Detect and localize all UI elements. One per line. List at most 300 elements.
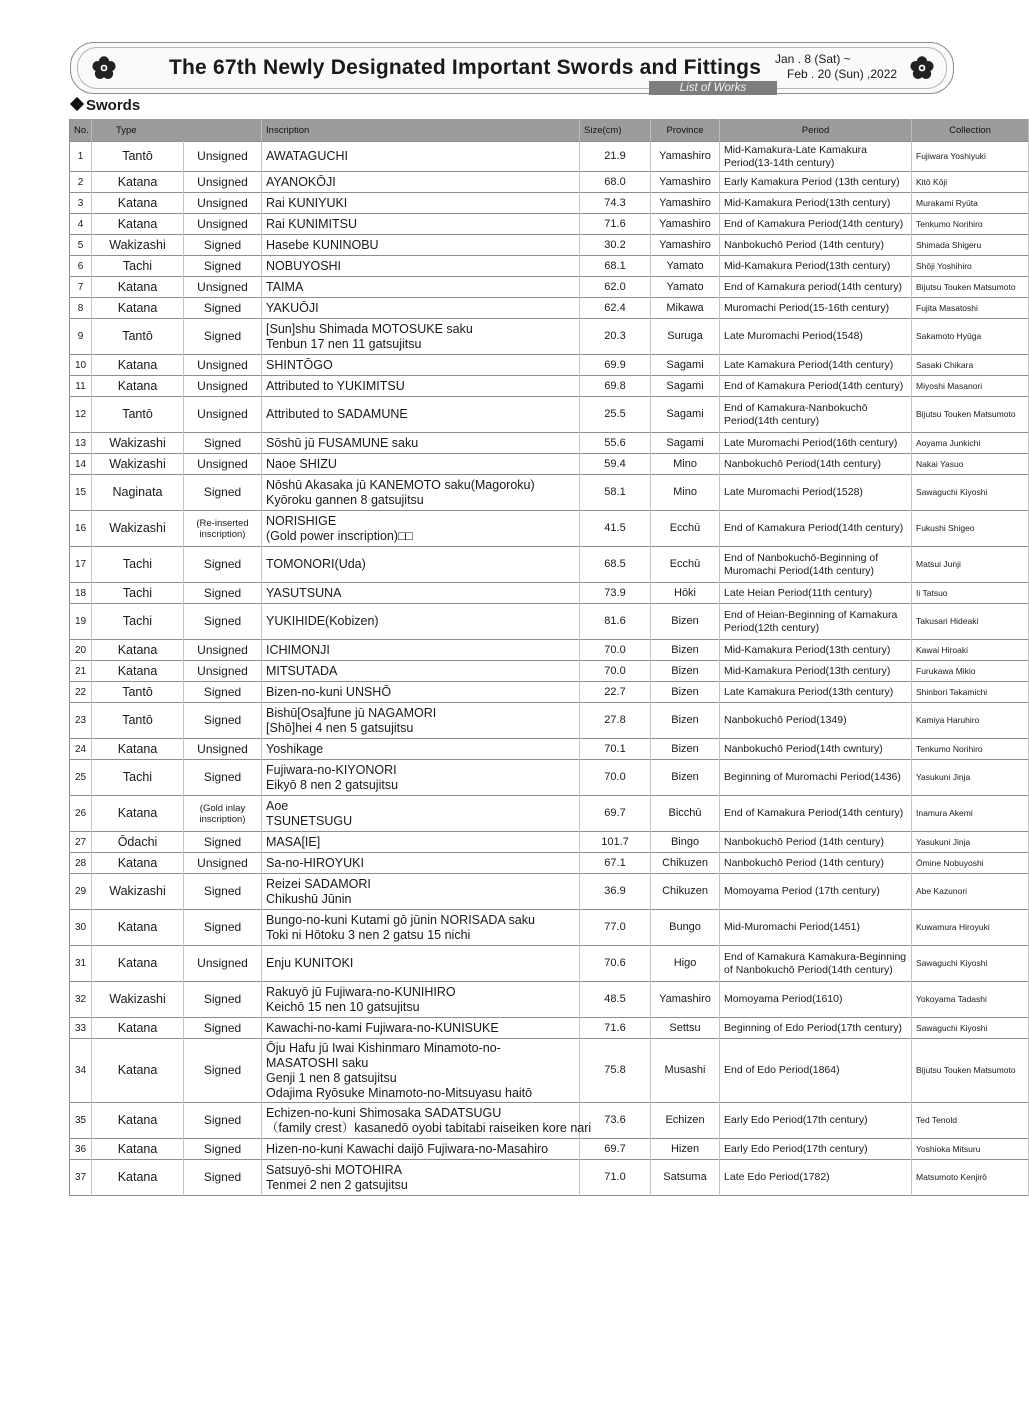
inscription (262, 1139, 580, 1160)
sword-type: Katana (92, 1039, 184, 1103)
province: Sagami (651, 433, 720, 454)
province: Yamashiro (651, 172, 720, 193)
row-number: 2 (70, 172, 92, 193)
period-line: Period(12th century) (724, 621, 820, 634)
collection: Yasukuni Jinja (912, 832, 1029, 853)
period (720, 511, 912, 547)
period-line: Momoyama Period (17th century) (724, 885, 880, 897)
sword-type: Katana (92, 277, 184, 298)
collection: Tenkumo Norihiro (912, 739, 1029, 760)
inscription (262, 355, 580, 376)
row-number: 18 (70, 583, 92, 604)
inscription-line: Bizen-no-kuni UNSHŌ (266, 684, 392, 699)
sword-type: Tachi (92, 583, 184, 604)
table-row (70, 319, 1029, 355)
period-line: Late Muromachi Period(1548) (724, 330, 863, 342)
collection: Abe Kazunori (912, 874, 1029, 910)
period (720, 832, 912, 853)
signature-status: Signed (184, 256, 262, 277)
inscription (262, 1160, 580, 1196)
province: Bingo (651, 832, 720, 853)
collection: Bijutsu Touken Matsumoto (912, 397, 1029, 433)
period-line: Mid-Kamakura Period(13th century) (724, 259, 891, 272)
row-number: 1 (70, 142, 92, 172)
sword-type: Tantō (92, 397, 184, 433)
inscription-line: AWATAGUCHI (266, 149, 348, 163)
signature-status: Signed (184, 832, 262, 853)
inscription-line: Reizei SADAMORI (266, 876, 371, 891)
inscription (262, 982, 580, 1018)
signature-status: Signed (184, 1160, 262, 1196)
col-header-collection: Collection (912, 119, 1029, 142)
table-row (70, 796, 1029, 832)
signature-status: Unsigned (184, 454, 262, 475)
period (720, 946, 912, 982)
size-cm: 71.6 (580, 214, 651, 235)
period (720, 739, 912, 760)
collection: Fujiwara Yoshiyuki (912, 142, 1029, 172)
list-of-works-badge: List of Works (649, 81, 777, 95)
period (720, 910, 912, 946)
province: Sagami (651, 376, 720, 397)
province: Satsuma (651, 1160, 720, 1196)
sword-type: Katana (92, 172, 184, 193)
exhibition-dates (775, 52, 897, 82)
section-heading (72, 97, 140, 114)
collection: Inamura Akemi (912, 796, 1029, 832)
inscription-line: Ōju Hafu jū Iwai Kishinmaro Minamoto-no- (266, 1040, 501, 1055)
plum-crest-icon (91, 55, 117, 81)
inscription-line: TSUNETSUGU (266, 813, 353, 828)
inscription (262, 511, 580, 547)
inscription (262, 142, 580, 172)
inscription (262, 235, 580, 256)
collection: Tenkumo Norihiro (912, 214, 1029, 235)
signature-status: Unsigned (184, 853, 262, 874)
inscription-line: TOMONORI(Uda) (266, 557, 366, 571)
size-cm: 69.7 (580, 796, 651, 832)
sword-type: Katana (92, 946, 184, 982)
period-line: Early Kamakura Period (13th century) (724, 175, 900, 188)
inscription-line: Sōshū jū FUSAMUNE saku (266, 435, 419, 450)
table-row (70, 946, 1029, 982)
period-line: Nanbokuchō Period(1349) (724, 714, 847, 726)
period-line: Nanbokuchō Period (14th century) (724, 238, 884, 251)
signature-status: Unsigned (184, 661, 262, 682)
size-cm: 71.0 (580, 1160, 651, 1196)
inscription (262, 874, 580, 910)
size-cm: 27.8 (580, 703, 651, 739)
size-cm: 70.1 (580, 739, 651, 760)
size-cm: 30.2 (580, 235, 651, 256)
signature-status: Unsigned (184, 277, 262, 298)
province: Yamato (651, 256, 720, 277)
province: Echizen (651, 1103, 720, 1139)
row-number: 22 (70, 682, 92, 703)
table-body (70, 142, 1029, 1196)
province: Higo (651, 946, 720, 982)
inscription-line: YAKUŌJI (266, 300, 319, 315)
table-row (70, 172, 1029, 193)
size-cm: 58.1 (580, 475, 651, 511)
province: Sagami (651, 397, 720, 433)
period (720, 319, 912, 355)
inscription-line: TAIMA (266, 279, 304, 294)
inscription-line: YASUTSUNA (266, 585, 342, 600)
inscription-line: Aoe (266, 798, 289, 813)
sword-type: Tantō (92, 319, 184, 355)
sword-type: Tachi (92, 604, 184, 640)
inscription (262, 172, 580, 193)
inscription-line: (Gold power inscription)□□ (266, 528, 414, 543)
period-line: Late Muromachi Period(1528) (724, 486, 863, 498)
period-line: Late Kamakura Period(14th century) (724, 358, 894, 371)
date-end: Feb . 20 (Sun) ,2022 (787, 67, 898, 81)
row-number: 30 (70, 910, 92, 946)
table-row (70, 1018, 1029, 1039)
sword-type: Wakizashi (92, 235, 184, 256)
collection: Shōji Yoshihiro (912, 256, 1029, 277)
period (720, 874, 912, 910)
signature-status: Signed (184, 682, 262, 703)
period (720, 298, 912, 319)
period-line: End of Heian-Beginning of Kamakura (724, 608, 898, 621)
province: Yamashiro (651, 214, 720, 235)
collection: Aoyama Junkichi (912, 433, 1029, 454)
signature-status: Signed (184, 235, 262, 256)
signature-status: Unsigned (184, 355, 262, 376)
province: Hizen (651, 1139, 720, 1160)
period (720, 172, 912, 193)
inscription-line: Hizen-no-kuni Kawachi daijō Fujiwara-no-Masahiro (266, 1141, 549, 1156)
sword-type: Tachi (92, 760, 184, 796)
collection: Bijutsu Touken Matsumoto (912, 277, 1029, 298)
inscription-line: Nōshū Akasaka jū KANEMOTO saku(Magoroku) (266, 477, 535, 492)
period (720, 703, 912, 739)
collection: Fujita Masatoshi (912, 298, 1029, 319)
row-number: 14 (70, 454, 92, 475)
swords-table (69, 119, 1029, 1196)
size-cm: 73.9 (580, 583, 651, 604)
collection: Ii Tatsuo (912, 583, 1029, 604)
row-number: 27 (70, 832, 92, 853)
signature-status: Unsigned (184, 193, 262, 214)
page-title: The 67th Newly Designated Important Swords and Fittings (169, 56, 762, 79)
inscription (262, 640, 580, 661)
table-row (70, 583, 1029, 604)
period (720, 661, 912, 682)
row-number: 13 (70, 433, 92, 454)
size-cm: 69.8 (580, 376, 651, 397)
col-header-province: Province (651, 119, 720, 142)
table-row (70, 910, 1029, 946)
size-cm: 70.0 (580, 661, 651, 682)
row-number: 7 (70, 277, 92, 298)
table-row (70, 511, 1029, 547)
inscription (262, 760, 580, 796)
inscription (262, 547, 580, 583)
collection: Yokoyama Tadashi (912, 982, 1029, 1018)
period-line: End of Kamakura Period(14th century) (724, 217, 904, 230)
period (720, 640, 912, 661)
table-row (70, 832, 1029, 853)
table-row (70, 397, 1029, 433)
col-header-type: Type (92, 119, 262, 142)
sword-type: Tantō (92, 142, 184, 172)
province: Yamashiro (651, 235, 720, 256)
signature-status: Unsigned (184, 172, 262, 193)
collection: Takusari Hideaki (912, 604, 1029, 640)
row-number: 33 (70, 1018, 92, 1039)
row-number: 25 (70, 760, 92, 796)
table-row (70, 433, 1029, 454)
period (720, 235, 912, 256)
province: Chikuzen (651, 874, 720, 910)
collection: Yoshioka Mitsuru (912, 1139, 1029, 1160)
signature-status: Signed (184, 475, 262, 511)
signature-status: Signed (184, 982, 262, 1018)
collection: Miyoshi Masanori (912, 376, 1029, 397)
row-number: 11 (70, 376, 92, 397)
size-cm: 62.0 (580, 277, 651, 298)
province: Bizen (651, 640, 720, 661)
inscription-line: SHINTŌGO (266, 357, 333, 372)
sword-type: Naginata (92, 475, 184, 511)
row-number: 15 (70, 475, 92, 511)
inscription (262, 256, 580, 277)
row-number: 23 (70, 703, 92, 739)
collection: Sawaguchi Kiyoshi (912, 475, 1029, 511)
period (720, 604, 912, 640)
period (720, 982, 912, 1018)
inscription (262, 298, 580, 319)
signature-status: Signed (184, 703, 262, 739)
collection: Kawai Hiroaki (912, 640, 1029, 661)
collection: Murakami Ryūta (912, 193, 1029, 214)
inscription (262, 1103, 592, 1139)
sword-type: Katana (92, 661, 184, 682)
row-number: 6 (70, 256, 92, 277)
size-cm: 69.7 (580, 1139, 651, 1160)
inscription-line: Eikyō 8 nen 2 gatsujitsu (266, 777, 399, 792)
signature-status (184, 511, 262, 547)
inscription (262, 397, 580, 433)
inscription-line: Rakuyō jū Fujiwara-no-KUNIHIRO (266, 984, 456, 999)
inscription (262, 1039, 580, 1103)
table-row (70, 376, 1029, 397)
province: Yamato (651, 277, 720, 298)
collection: Sawaguchi Kiyoshi (912, 1018, 1029, 1039)
period-line: Late Edo Period(1782) (724, 1171, 830, 1183)
table-row (70, 214, 1029, 235)
signature-status: Signed (184, 547, 262, 583)
table-row (70, 193, 1029, 214)
table-row (70, 703, 1029, 739)
row-number: 21 (70, 661, 92, 682)
collection: Ted Tenold (912, 1103, 1029, 1139)
period (720, 796, 912, 832)
inscription-line: Keichō 15 nen 10 gatsujitsu (266, 999, 420, 1014)
signature-status: Unsigned (184, 946, 262, 982)
size-cm: 70.6 (580, 946, 651, 982)
period-line: End of Kamakura Period(14th century) (724, 522, 904, 534)
inscription (262, 1018, 580, 1039)
inscription-line: （family crest）kasanedō oyobi tabitabi raiseiken kore nari (266, 1120, 592, 1135)
signature-status: Signed (184, 760, 262, 796)
period-line: End of Kamakura Kamakura-Beginning (724, 950, 907, 963)
sword-type: Wakizashi (92, 433, 184, 454)
signature-line: inscription) (199, 528, 246, 540)
period (720, 1039, 912, 1103)
inscription-line: Odajima Ryōsuke Minamoto-no-Mitsuyasu haitō (266, 1085, 533, 1100)
inscription-line: Yoshikage (266, 741, 324, 756)
size-cm: 22.7 (580, 682, 651, 703)
period (720, 547, 912, 583)
period (720, 397, 912, 433)
period-line: Early Edo Period(17th century) (724, 1142, 868, 1155)
sword-type: Katana (92, 739, 184, 760)
inscription (262, 832, 580, 853)
table-row (70, 739, 1029, 760)
period (720, 433, 912, 454)
row-number: 5 (70, 235, 92, 256)
size-cm: 101.7 (580, 832, 651, 853)
sword-type: Tachi (92, 547, 184, 583)
period-line: Momoyama Period(1610) (724, 993, 843, 1005)
period-line: End of Nanbokuchō-Beginning of (724, 551, 879, 564)
row-number: 31 (70, 946, 92, 982)
collection: Yasukuni Jinja (912, 760, 1029, 796)
header-banner (70, 42, 954, 94)
sword-type: Katana (92, 1139, 184, 1160)
signature-line: inscription) (199, 813, 246, 825)
inscription (262, 193, 580, 214)
collection: Matsumoto Kenjirō (912, 1160, 1029, 1196)
size-cm: 20.3 (580, 319, 651, 355)
inscription-line: Naoe SHIZU (266, 456, 337, 471)
signature-status: Unsigned (184, 640, 262, 661)
inscription-line: MASATOSHI saku (266, 1055, 369, 1070)
province: Bizen (651, 703, 720, 739)
col-header-no: No. (70, 119, 92, 142)
row-number: 32 (70, 982, 92, 1018)
row-number: 28 (70, 853, 92, 874)
sword-type: Katana (92, 910, 184, 946)
inscription-line: Chikushū Jūnin (266, 891, 352, 906)
sword-type: Katana (92, 1160, 184, 1196)
inscription (262, 739, 580, 760)
collection: Shimada Shigeru (912, 235, 1029, 256)
period-line: Mid-Kamakura Period(13th century) (724, 196, 891, 209)
period-line: End of Edo Period(1864) (724, 1064, 840, 1076)
size-cm: 59.4 (580, 454, 651, 475)
table-row (70, 355, 1029, 376)
period (720, 277, 912, 298)
size-cm: 74.3 (580, 193, 651, 214)
sword-type: Katana (92, 853, 184, 874)
inscription-line: Tenmei 2 nen 2 gatsujitsu (266, 1177, 408, 1192)
sword-type: Wakizashi (92, 982, 184, 1018)
table-row (70, 982, 1029, 1018)
period-line: Nanbokuchō Period(14th century) (724, 457, 882, 470)
row-number: 36 (70, 1139, 92, 1160)
period-line: Nanbokuchō Period (14th century) (724, 835, 884, 848)
period-line: Nanbokuchō Period(14th cwntury) (724, 742, 883, 755)
collection: Sakamoto Hyūga (912, 319, 1029, 355)
signature-status: Unsigned (184, 739, 262, 760)
signature-status: Signed (184, 1039, 262, 1103)
size-cm: 70.0 (580, 760, 651, 796)
signature-status: Unsigned (184, 376, 262, 397)
period (720, 853, 912, 874)
period (720, 475, 912, 511)
province: Mino (651, 454, 720, 475)
province: Musashi (651, 1039, 720, 1103)
table-row (70, 682, 1029, 703)
table-row (70, 547, 1029, 583)
period-line: Beginning of Muromachi Period(1436) (724, 771, 901, 783)
collection: Furukawa Mikio (912, 661, 1029, 682)
row-number: 24 (70, 739, 92, 760)
sword-type: Tantō (92, 703, 184, 739)
period-line: Beginning of Edo Period(17th century) (724, 1021, 903, 1034)
table-row (70, 475, 1029, 511)
period-line: Late Muromachi Period(16th century) (724, 436, 898, 449)
inscription-line: Toki ni Hōtoku 3 nen 2 gatsu 15 nichi (266, 927, 471, 942)
period (720, 355, 912, 376)
inscription-line: Enju KUNITOKI (266, 956, 354, 970)
inscription-line: MASA[IE] (266, 834, 321, 849)
size-cm: 70.0 (580, 640, 651, 661)
inscription-line: MITSUTADA (266, 663, 338, 678)
inscription-line: [Sun]shu Shimada MOTOSUKE saku (266, 321, 473, 336)
row-number: 4 (70, 214, 92, 235)
signature-status (184, 796, 262, 832)
size-cm: 81.6 (580, 604, 651, 640)
period-line: End of Kamakura-Nanbokuchō (724, 401, 868, 414)
size-cm: 55.6 (580, 433, 651, 454)
inscription (262, 910, 580, 946)
province: Bizen (651, 760, 720, 796)
collection: Shinbori Takamichi (912, 682, 1029, 703)
size-cm: 77.0 (580, 910, 651, 946)
collection: Ōmine Nobuyoshi (912, 853, 1029, 874)
period-line: Muromachi Period(14th century) (724, 564, 874, 577)
period-line: Early Edo Period(17th century) (724, 1114, 868, 1126)
size-cm: 67.1 (580, 853, 651, 874)
collection: Bijutsu Touken Matsumoto (912, 1039, 1029, 1103)
inscription (262, 475, 580, 511)
inscription-line: Rai KUNIMITSU (266, 216, 357, 231)
table-row (70, 853, 1029, 874)
size-cm: 62.4 (580, 298, 651, 319)
table-row (70, 640, 1029, 661)
province: Ecchū (651, 547, 720, 583)
signature-status: Signed (184, 1103, 262, 1139)
size-cm: 21.9 (580, 142, 651, 172)
signature-status: Unsigned (184, 397, 262, 433)
inscription (262, 853, 580, 874)
size-cm: 69.9 (580, 355, 651, 376)
period (720, 1139, 912, 1160)
period-line: of Nanbokuchō Period(14th century) (724, 963, 893, 976)
row-number: 26 (70, 796, 92, 832)
sword-type: Tachi (92, 256, 184, 277)
inscription-line: Fujiwara-no-KIYONORI (266, 762, 397, 777)
inscription-line: Genji 1 nen 8 gatsujitsu (266, 1070, 397, 1085)
size-cm: 36.9 (580, 874, 651, 910)
size-cm: 48.5 (580, 982, 651, 1018)
